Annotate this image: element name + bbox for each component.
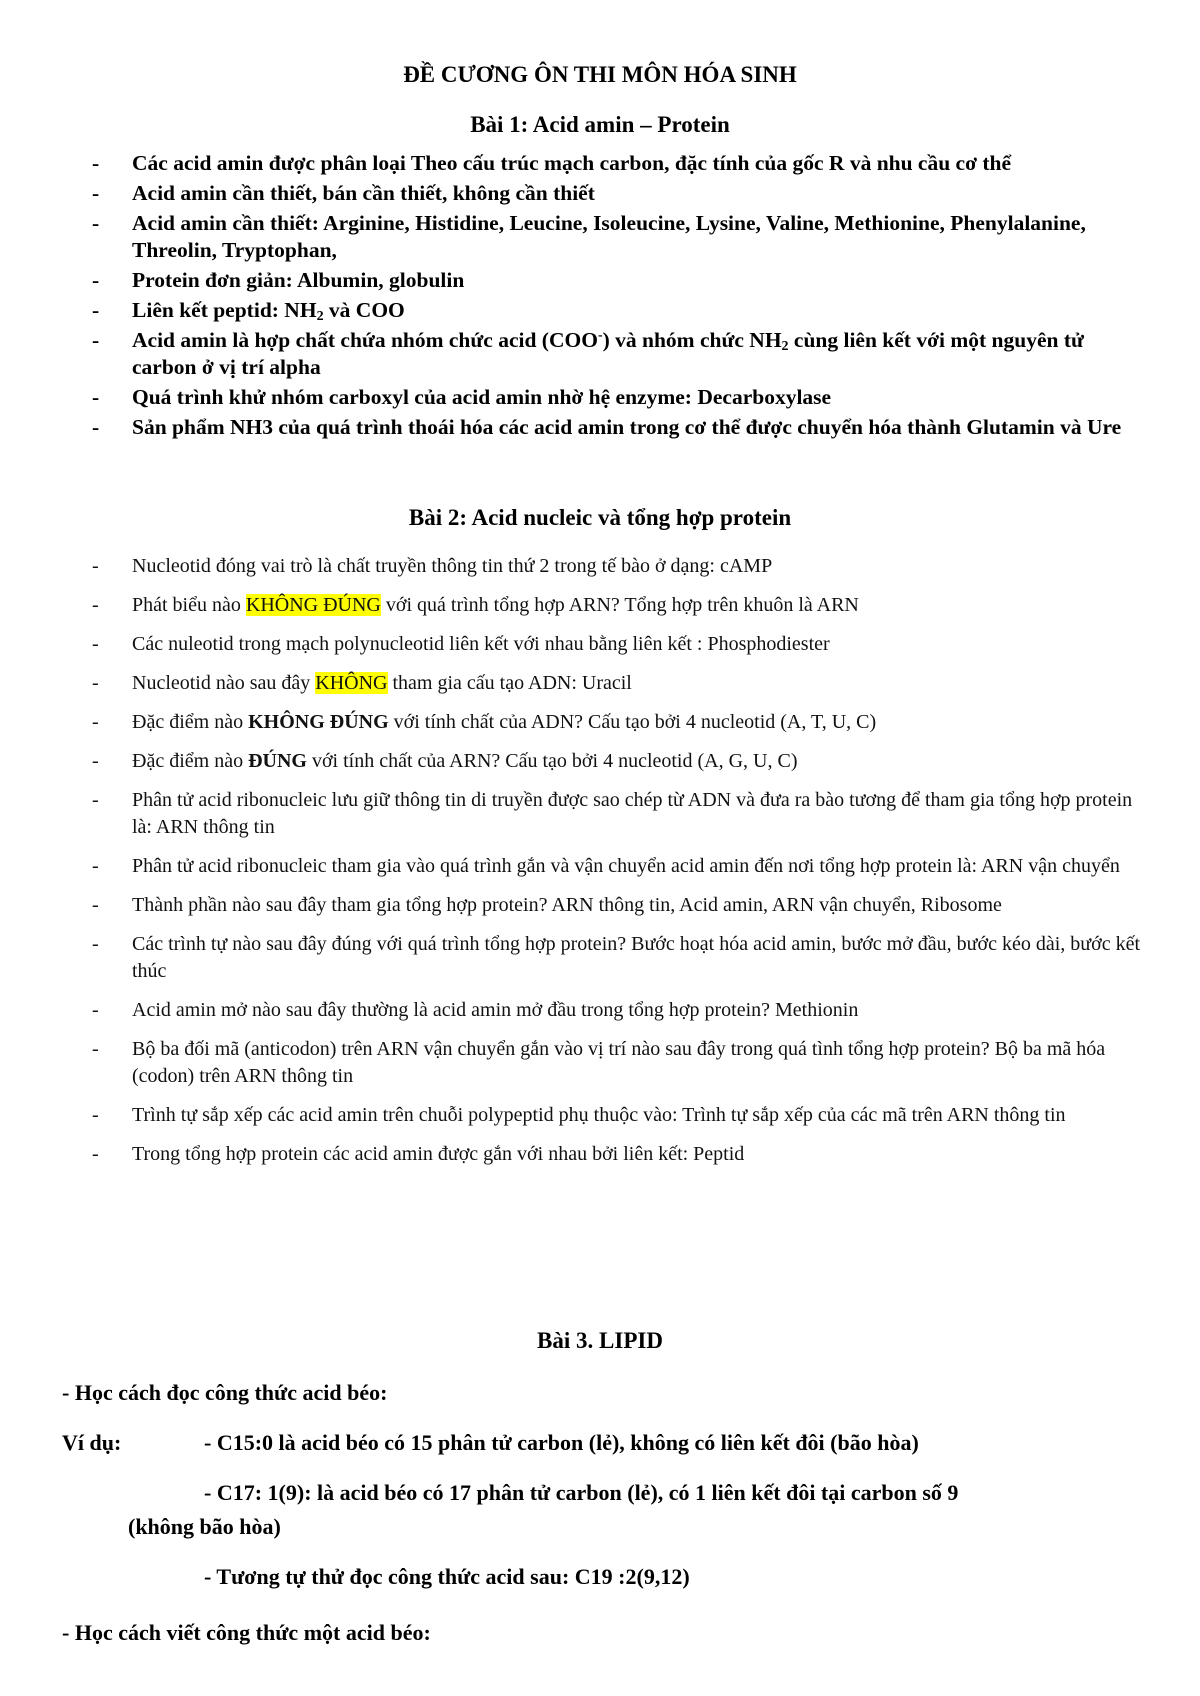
bullet-dash: - (92, 711, 99, 733)
list-item: - Acid amin cần thiết: Arginine, Histidine, Leucine, Isoleucine, Lysine, Valine, Methionine, Phenylalanine, Threolin, Tryptophan, (92, 211, 1086, 262)
bullet-dash: - (92, 1143, 99, 1165)
example-line-2: - C17: 1(9): là acid béo có 17 phân tử carbon (lẻ), có 1 liên kết đôi tại carbon số 9 (204, 1480, 959, 1505)
list-item-amino-definition: - Acid amin là hợp chất chứa nhóm chức acid (COO-) và nhóm chức $NH_2$ cùng liên kết với một nguyên tử carbon ở vị trí alpha (92, 328, 1084, 379)
list-item: - Đặc điểm nào KHÔNG ĐÚNG với tính chất của ADN? Cấu tạo bởi 4 nucleotid (A, T, U, C) (92, 709, 1152, 736)
bullet-dash: - (92, 385, 100, 409)
list-item: - Trình tự sắp xếp các acid amin trên chuỗi polypeptid phụ thuộc vào: Trình tự sắp xếp của các mã trên ARN thông tin (92, 1102, 1152, 1129)
highlighted-text: KHÔNG (315, 672, 388, 694)
list-item: - Quá trình khử nhóm carboxyl của acid amin nhờ hệ enzyme: Decarboxylase (92, 385, 832, 409)
bullet-dash: - (92, 151, 100, 175)
bold-text: ĐÚNG (248, 750, 307, 772)
bullet-dash: - (92, 298, 100, 322)
list-item: - Acid amin cần thiết, bán cần thiết, không cần thiết (92, 181, 595, 205)
bullet-dash: - (92, 789, 99, 811)
lesson2-heading: Bài 2: Acid nucleic và tổng hợp protein (408, 505, 792, 530)
bullet-dash: - (92, 211, 100, 235)
bullet-dash: - (92, 672, 99, 694)
bullet-dash: - (92, 594, 99, 616)
list-item: - Nucleotid nào sau đây KHÔNG tham gia cấu tạo ADN: Uracil (92, 670, 1152, 697)
lipid-read-instruction: - Học cách đọc công thức acid béo: (62, 1380, 388, 1405)
list-item: - Các nuleotid trong mạch polynucleotid liên kết với nhau bằng liên kết : Phosphodiester (92, 631, 1152, 658)
bullet-dash: - (92, 855, 99, 877)
list-item: - Sản phẩm NH3 của quá trình thoái hóa các acid amin trong cơ thể được chuyển hóa thành Glutamin và Ure (92, 415, 1122, 439)
bullet-dash: - (92, 181, 100, 205)
list-item: - Bộ ba đối mã (anticodon) trên ARN vận chuyển gắn vào vị trí nào sau đây trong quá tình tổng hợp protein? Bộ ba mã hóa (codon) trên ARN thông tin (92, 1038, 1106, 1087)
list-item: - Phát biểu nào KHÔNG ĐÚNG với quá trình tổng hợp ARN? Tổng hợp trên khuôn là ARN (92, 592, 1152, 619)
highlighted-text: KHÔNG ĐÚNG (245, 594, 381, 616)
example-label: Ví dụ: (62, 1430, 122, 1455)
list-item: - Thành phần nào sau đây tham gia tổng hợp protein? ARN thông tin, Acid amin, ARN vận chuyển, Ribosome (92, 892, 1152, 919)
bullet-dash: - (92, 999, 99, 1021)
bullet-dash: - (92, 1038, 99, 1060)
list-item: - Phân tử acid ribonucleic lưu giữ thông tin di truyền được sao chép từ ADN và đưa ra bào tương để tham gia tổng hợp protein là: ARN thông tin (92, 789, 1133, 838)
list-item: - Nucleotid đóng vai trò là chất truyền thông tin thứ 2 trong tế bào ở dạng: cAMP (92, 553, 1152, 580)
bullet-dash: - (92, 555, 99, 577)
example-line-3: - Tương tự thử đọc công thức acid sau: C19 :2(9,12) (204, 1564, 690, 1589)
list-item: - Các trình tự nào sau đây đúng với quá trình tổng hợp protein? Bước hoạt hóa acid amin, bước mở đầu, bước kéo dài, bước kết thúc (92, 933, 1140, 982)
bullet-dash: - (92, 894, 99, 916)
lipid-write-instruction: - Học cách viết công thức một acid béo: (62, 1620, 431, 1645)
list-item: - Phân tử acid ribonucleic tham gia vào quá trình gắn và vận chuyển acid amin đến nơi tổng hợp protein là: ARN vận chuyển (92, 853, 1152, 880)
bullet-dash: - (92, 268, 100, 292)
lesson3-heading: Bài 3. LIPID (537, 1328, 663, 1353)
bullet-dash: - (92, 933, 99, 955)
bullet-dash: - (92, 750, 99, 772)
list-item: - Trong tổng hợp protein các acid amin được gắn với nhau bởi liên kết: Peptid (92, 1141, 1152, 1168)
lesson1-heading: Bài 1: Acid amin – Protein (470, 112, 730, 137)
example-line-1: - C15:0 là acid béo có 15 phân tử carbon (lẻ), không có liên kết đôi (bão hòa) (204, 1430, 919, 1455)
lesson2-list (92, 553, 1152, 1180)
list-item: - Đặc điểm nào ĐÚNG với tính chất của ARN? Cấu tạo bởi 4 nucleotid (A, G, U, C) (92, 748, 1152, 775)
list-item-peptide: - Liên kết peptid: $NH_2$ và COO (92, 298, 405, 324)
example-line-2-cont: (không bão hòa) (128, 1514, 281, 1539)
document-title: ĐỀ CƯƠNG ÔN THI MÔN HÓA SINH (403, 62, 797, 87)
bullet-dash: - (92, 328, 100, 352)
bullet-dash: - (92, 1104, 99, 1126)
list-item: - Protein đơn giản: Albumin, globulin (92, 268, 465, 292)
bullet-dash: - (92, 633, 99, 655)
list-item: - Acid amin mở nào sau đây thường là acid amin mở đầu trong tổng hợp protein? Methionin (92, 997, 1152, 1024)
list-item: - Các acid amin được phân loại Theo cấu trúc mạch carbon, đặc tính của gốc R và nhu cầu cơ thể (92, 151, 1012, 175)
bullet-dash: - (92, 415, 100, 439)
bold-text: KHÔNG ĐÚNG (248, 711, 389, 733)
lesson1-list (92, 150, 1152, 444)
